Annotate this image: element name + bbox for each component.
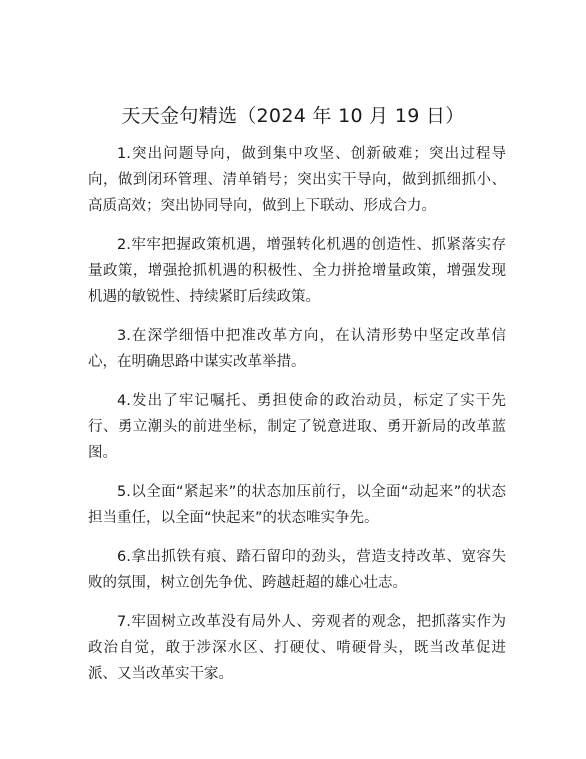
paragraph-3: 3.在深学细悟中把准改革方向，在认清形势中坚定改革信心，在明确思路中谋实改革举措。	[88, 328, 506, 370]
document-body	[88, 141, 506, 700]
document-title: 天天金句精选（2024 年 10 月 19 日）	[121, 105, 465, 127]
paragraph-1: 1.突出问题导向，做到集中攻坚、创新破难；突出过程导向，做到闭环管理、清单销号；突出实干导向，做到抓细抓小、高质高效；突出协同导向，做到上下联动、形成合力。	[88, 146, 506, 214]
paragraph-5: 5.以全面“紧起来”的状态加压前行，以全面“动起来”的状态担当重任，以全面“快起来”的状态唯实争先。	[88, 484, 506, 526]
paragraph-4: 4.发出了牢记嘱托、勇担使命的政治动员，标定了实干先行、勇立潮头的前进坐标，制定了锐意进取、勇开新局的改革蓝图。	[88, 393, 506, 461]
paragraph-2: 2.牢牢把握政策机遇，增强转化机遇的创造性、抓紧落实存量政策，增强抢抓机遇的积极性、全力拼抢增量政策，增强发现机遇的敏锐性、持续紧盯后续政策。	[88, 237, 506, 305]
paragraph-6: 6.拿出抓铁有痕、踏石留印的劲头，营造支持改革、宽容失败的氛围，树立创先争优、跨越赶超的雄心壮志。	[88, 549, 506, 591]
paragraph-7: 7.牢固树立改革没有局外人、旁观者的观念，把抓落实作为政治自觉，敢于涉深水区、打硬仗、啃硬骨头，既当改革促进派、又当改革实干家。	[88, 614, 506, 682]
